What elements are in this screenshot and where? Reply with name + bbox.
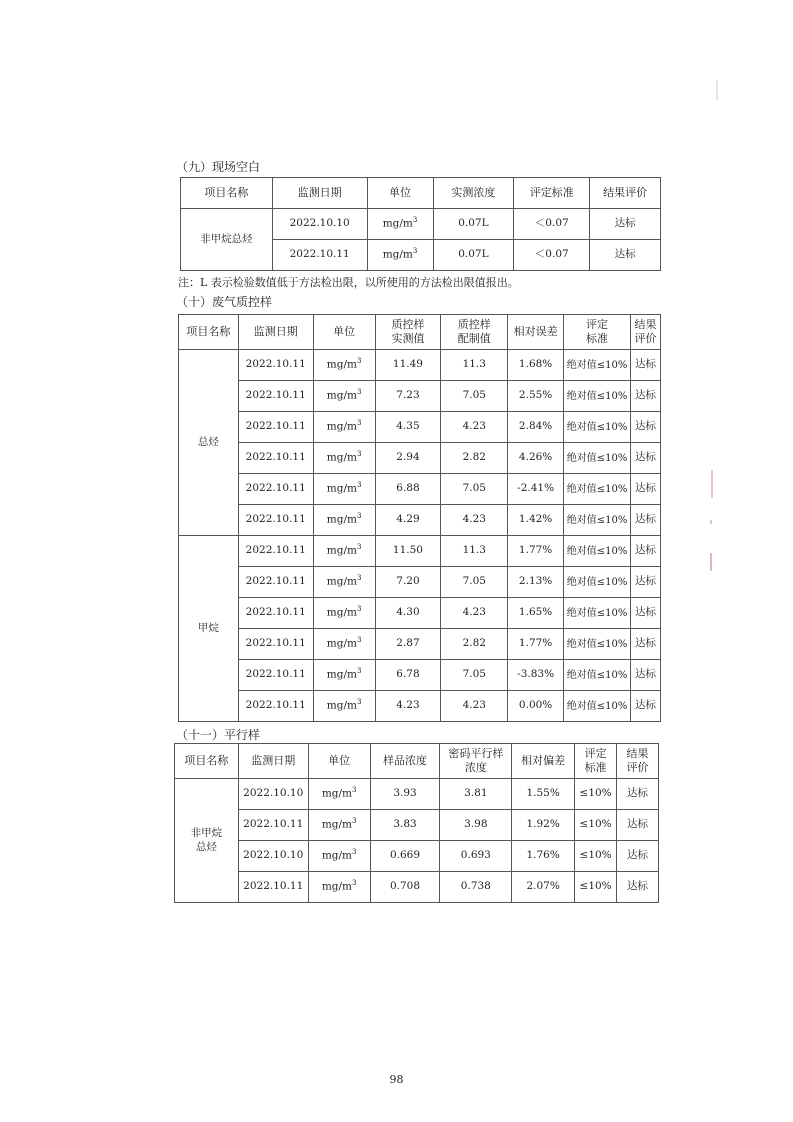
date-cell: 2022.10.11 [238,629,313,660]
item-name-cell: 总烃 [179,350,239,536]
unit-superscript: 3 [356,481,362,490]
result-cell: 达标 [631,505,661,536]
relative-error-cell: -3.83% [508,660,564,691]
result-cell: 达标 [631,350,661,381]
relative-error-cell: 2.55% [508,381,564,412]
standard-cell: 绝对值≤10% [564,567,631,598]
scan-edge-mark [710,520,712,524]
date-cell: 2022.10.11 [238,691,313,722]
table-row [179,350,661,381]
unit-cell [313,629,375,660]
result-cell: 达标 [631,381,661,412]
unit-cell [367,240,433,271]
unit-cell [313,381,375,412]
scan-edge-mark [716,80,718,100]
relative-error-cell: 1.68% [508,350,564,381]
header-cell: 密码平行样 浓度 [440,744,512,779]
header-cell: 评定 标准 [575,744,617,779]
standard-cell: ＜0.07 [514,209,590,240]
table-header-row [179,315,661,350]
result-cell: 达标 [631,660,661,691]
table-row [179,412,661,443]
prepared-value-cell: 2.82 [441,443,508,474]
header-cell: 监测日期 [238,315,313,350]
result-cell: 达标 [617,872,659,903]
result-cell: 达标 [617,779,659,810]
standard-cell: 绝对值≤10% [564,381,631,412]
unit-text: mg/m [382,217,413,230]
unit-superscript: 3 [356,605,362,614]
header-cell: 样品浓度 [370,744,440,779]
unit-cell [313,660,375,691]
result-cell: 达标 [631,567,661,598]
table-row [179,474,661,505]
prepared-value-cell: 7.05 [441,567,508,598]
section10-title: （十）废气质控样 [176,295,273,309]
standard-cell: 绝对值≤10% [564,412,631,443]
header-cell: 实测浓度 [433,178,514,209]
date-cell: 2022.10.11 [272,240,367,271]
unit-superscript: 3 [356,636,362,645]
unit-text: mg/m [326,606,357,619]
unit-text: mg/m [326,699,357,712]
measured-value-cell: 4.35 [375,412,441,443]
header-cell: 监测日期 [238,744,308,779]
unit-text: mg/m [326,575,357,588]
date-cell: 2022.10.11 [238,412,313,443]
table-row [179,567,661,598]
scan-edge-mark [711,470,713,498]
section11-title: （十一）平行样 [176,728,261,742]
unit-cell [367,209,433,240]
table-row [179,443,661,474]
scan-edge-mark [710,553,712,571]
unit-text: mg/m [321,880,353,893]
header-cell: 结果 评价 [631,315,661,350]
unit-superscript: 3 [356,574,362,583]
section10-table [178,314,661,722]
relative-error-cell: -2.41% [508,474,564,505]
table-row [175,872,659,903]
unit-superscript: 3 [356,667,362,676]
unit-text: mg/m [326,544,357,557]
unit-text: mg/m [321,849,353,862]
measured-value-cell: 2.94 [375,443,441,474]
header-cell: 评定 标准 [564,315,631,350]
table-row [179,691,661,722]
section11-table [174,743,659,903]
header-cell: 结果评价 [590,178,661,209]
prepared-value-cell: 7.05 [441,381,508,412]
measured-value-cell: 2.87 [375,629,441,660]
table-row [175,779,659,810]
unit-cell [313,567,375,598]
standard-cell: 绝对值≤10% [564,660,631,691]
header-cell: 项目名称 [181,178,273,209]
relative-error-cell: 0.00% [508,691,564,722]
table-row [179,660,661,691]
unit-superscript: 3 [412,216,418,225]
unit-superscript: 3 [352,786,357,795]
unit-superscript: 3 [412,247,418,256]
measured-value-cell: 11.50 [375,536,441,567]
prepared-value-cell: 7.05 [441,474,508,505]
relative-error-cell: 1.65% [508,598,564,629]
prepared-value-cell: 4.23 [441,412,508,443]
unit-superscript: 3 [356,543,362,552]
unit-text: mg/m [326,668,357,681]
unit-superscript: 3 [356,450,362,459]
item-name-cell: 非甲烷 总烃 [175,779,239,903]
date-cell: 2022.10.11 [238,505,313,536]
header-cell: 单位 [308,744,370,779]
unit-cell [313,474,375,505]
standard-cell: ＜0.07 [514,240,590,271]
unit-superscript: 3 [356,357,362,366]
unit-cell [313,598,375,629]
standard-cell: 绝对值≤10% [564,536,631,567]
header-cell: 项目名称 [179,315,239,350]
standard-cell: ≤10% [575,841,617,872]
unit-text: mg/m [326,358,357,371]
relative-error-cell: 1.77% [508,629,564,660]
table-row [179,505,661,536]
result-cell: 达标 [617,810,659,841]
result-cell: 达标 [631,443,661,474]
relative-error-cell: 1.42% [508,505,564,536]
measured-value-cell: 6.88 [375,474,441,505]
unit-text: mg/m [321,818,353,831]
table-row [179,598,661,629]
relative-error-cell: 2.84% [508,412,564,443]
sample-concentration-cell: 3.93 [370,779,440,810]
unit-text: mg/m [326,420,357,433]
date-cell: 2022.10.11 [238,598,313,629]
header-cell: 单位 [313,315,375,350]
relative-error-cell: 2.13% [508,567,564,598]
relative-deviation-cell: 2.07% [512,872,575,903]
standard-cell: 绝对值≤10% [564,443,631,474]
prepared-value-cell: 4.23 [441,691,508,722]
unit-text: mg/m [326,451,357,464]
section9-table [180,177,661,271]
unit-text: mg/m [326,482,357,495]
header-cell: 相对误差 [508,315,564,350]
standard-cell: 绝对值≤10% [564,691,631,722]
prepared-value-cell: 11.3 [441,536,508,567]
unit-text: mg/m [326,513,357,526]
parallel-concentration-cell: 3.98 [440,810,512,841]
unit-cell [313,691,375,722]
measured-value-cell: 7.23 [375,381,441,412]
unit-cell [313,536,375,567]
unit-cell [308,810,370,841]
result-cell: 达标 [617,841,659,872]
sample-concentration-cell: 0.708 [370,872,440,903]
measured-value-cell: 7.20 [375,567,441,598]
parallel-concentration-cell: 0.738 [440,872,512,903]
date-cell: 2022.10.11 [238,474,313,505]
standard-cell: 绝对值≤10% [564,629,631,660]
standard-cell: 绝对值≤10% [564,350,631,381]
value-cell: 0.07L [433,209,514,240]
date-cell: 2022.10.10 [272,209,367,240]
unit-superscript: 3 [352,848,357,857]
measured-value-cell: 4.23 [375,691,441,722]
result-cell: 达标 [631,691,661,722]
relative-deviation-cell: 1.92% [512,810,575,841]
result-cell: 达标 [590,209,661,240]
unit-superscript: 3 [356,388,362,397]
prepared-value-cell: 11.3 [441,350,508,381]
sample-concentration-cell: 3.83 [370,810,440,841]
relative-error-cell: 1.77% [508,536,564,567]
measured-value-cell: 4.29 [375,505,441,536]
unit-cell [308,872,370,903]
standard-cell: ≤10% [575,810,617,841]
prepared-value-cell: 4.23 [441,598,508,629]
table-row [179,629,661,660]
parallel-concentration-cell: 3.81 [440,779,512,810]
result-cell: 达标 [590,240,661,271]
measured-value-cell: 11.49 [375,350,441,381]
prepared-value-cell: 2.82 [441,629,508,660]
sample-concentration-cell: 0.669 [370,841,440,872]
unit-text: mg/m [321,787,353,800]
unit-superscript: 3 [356,512,362,521]
standard-cell: ≤10% [575,779,617,810]
item-name-cell: 非甲烷总烃 [181,209,273,271]
unit-text: mg/m [326,389,357,402]
result-cell: 达标 [631,629,661,660]
measured-value-cell: 6.78 [375,660,441,691]
unit-cell [313,412,375,443]
measured-value-cell: 4.30 [375,598,441,629]
unit-superscript: 3 [352,817,357,826]
date-cell: 2022.10.11 [238,443,313,474]
page-number: 98 [389,1073,404,1086]
date-cell: 2022.10.11 [238,536,313,567]
header-cell: 质控样 实测值 [375,315,441,350]
unit-cell [313,350,375,381]
result-cell: 达标 [631,598,661,629]
table-row [179,536,661,567]
header-cell: 评定标准 [514,178,590,209]
standard-cell: ≤10% [575,872,617,903]
header-cell: 相对偏差 [512,744,575,779]
date-cell: 2022.10.11 [238,810,308,841]
table-row [181,209,661,240]
prepared-value-cell: 4.23 [441,505,508,536]
unit-cell [313,505,375,536]
table-row [175,841,659,872]
date-cell: 2022.10.10 [238,841,308,872]
table-row [175,810,659,841]
header-cell: 质控样 配制值 [441,315,508,350]
parallel-concentration-cell: 0.693 [440,841,512,872]
section9-title: （九）现场空白 [176,160,261,174]
header-cell: 项目名称 [175,744,239,779]
unit-text: mg/m [326,637,357,650]
result-cell: 达标 [631,474,661,505]
date-cell: 2022.10.11 [238,350,313,381]
date-cell: 2022.10.11 [238,660,313,691]
header-cell: 单位 [367,178,433,209]
section9-note: 注：L 表示检验数值低于方法检出限，以所使用的方法检出限值报出。 [178,276,519,289]
unit-cell [308,841,370,872]
table-row [179,381,661,412]
result-cell: 达标 [631,412,661,443]
unit-superscript: 3 [352,879,357,888]
date-cell: 2022.10.10 [238,779,308,810]
date-cell: 2022.10.11 [238,381,313,412]
table-header-row [181,178,661,209]
prepared-value-cell: 7.05 [441,660,508,691]
unit-cell [308,779,370,810]
standard-cell: 绝对值≤10% [564,598,631,629]
relative-error-cell: 4.26% [508,443,564,474]
standard-cell: 绝对值≤10% [564,505,631,536]
unit-superscript: 3 [356,419,362,428]
header-cell: 监测日期 [272,178,367,209]
date-cell: 2022.10.11 [238,567,313,598]
date-cell: 2022.10.11 [238,872,308,903]
item-name-cell: 甲烷 [179,536,239,722]
result-cell: 达标 [631,536,661,567]
table-header-row [175,744,659,779]
value-cell: 0.07L [433,240,514,271]
relative-deviation-cell: 1.76% [512,841,575,872]
relative-deviation-cell: 1.55% [512,779,575,810]
unit-text: mg/m [382,248,413,261]
unit-superscript: 3 [356,698,362,707]
standard-cell: 绝对值≤10% [564,474,631,505]
unit-cell [313,443,375,474]
header-cell: 结果 评价 [617,744,659,779]
